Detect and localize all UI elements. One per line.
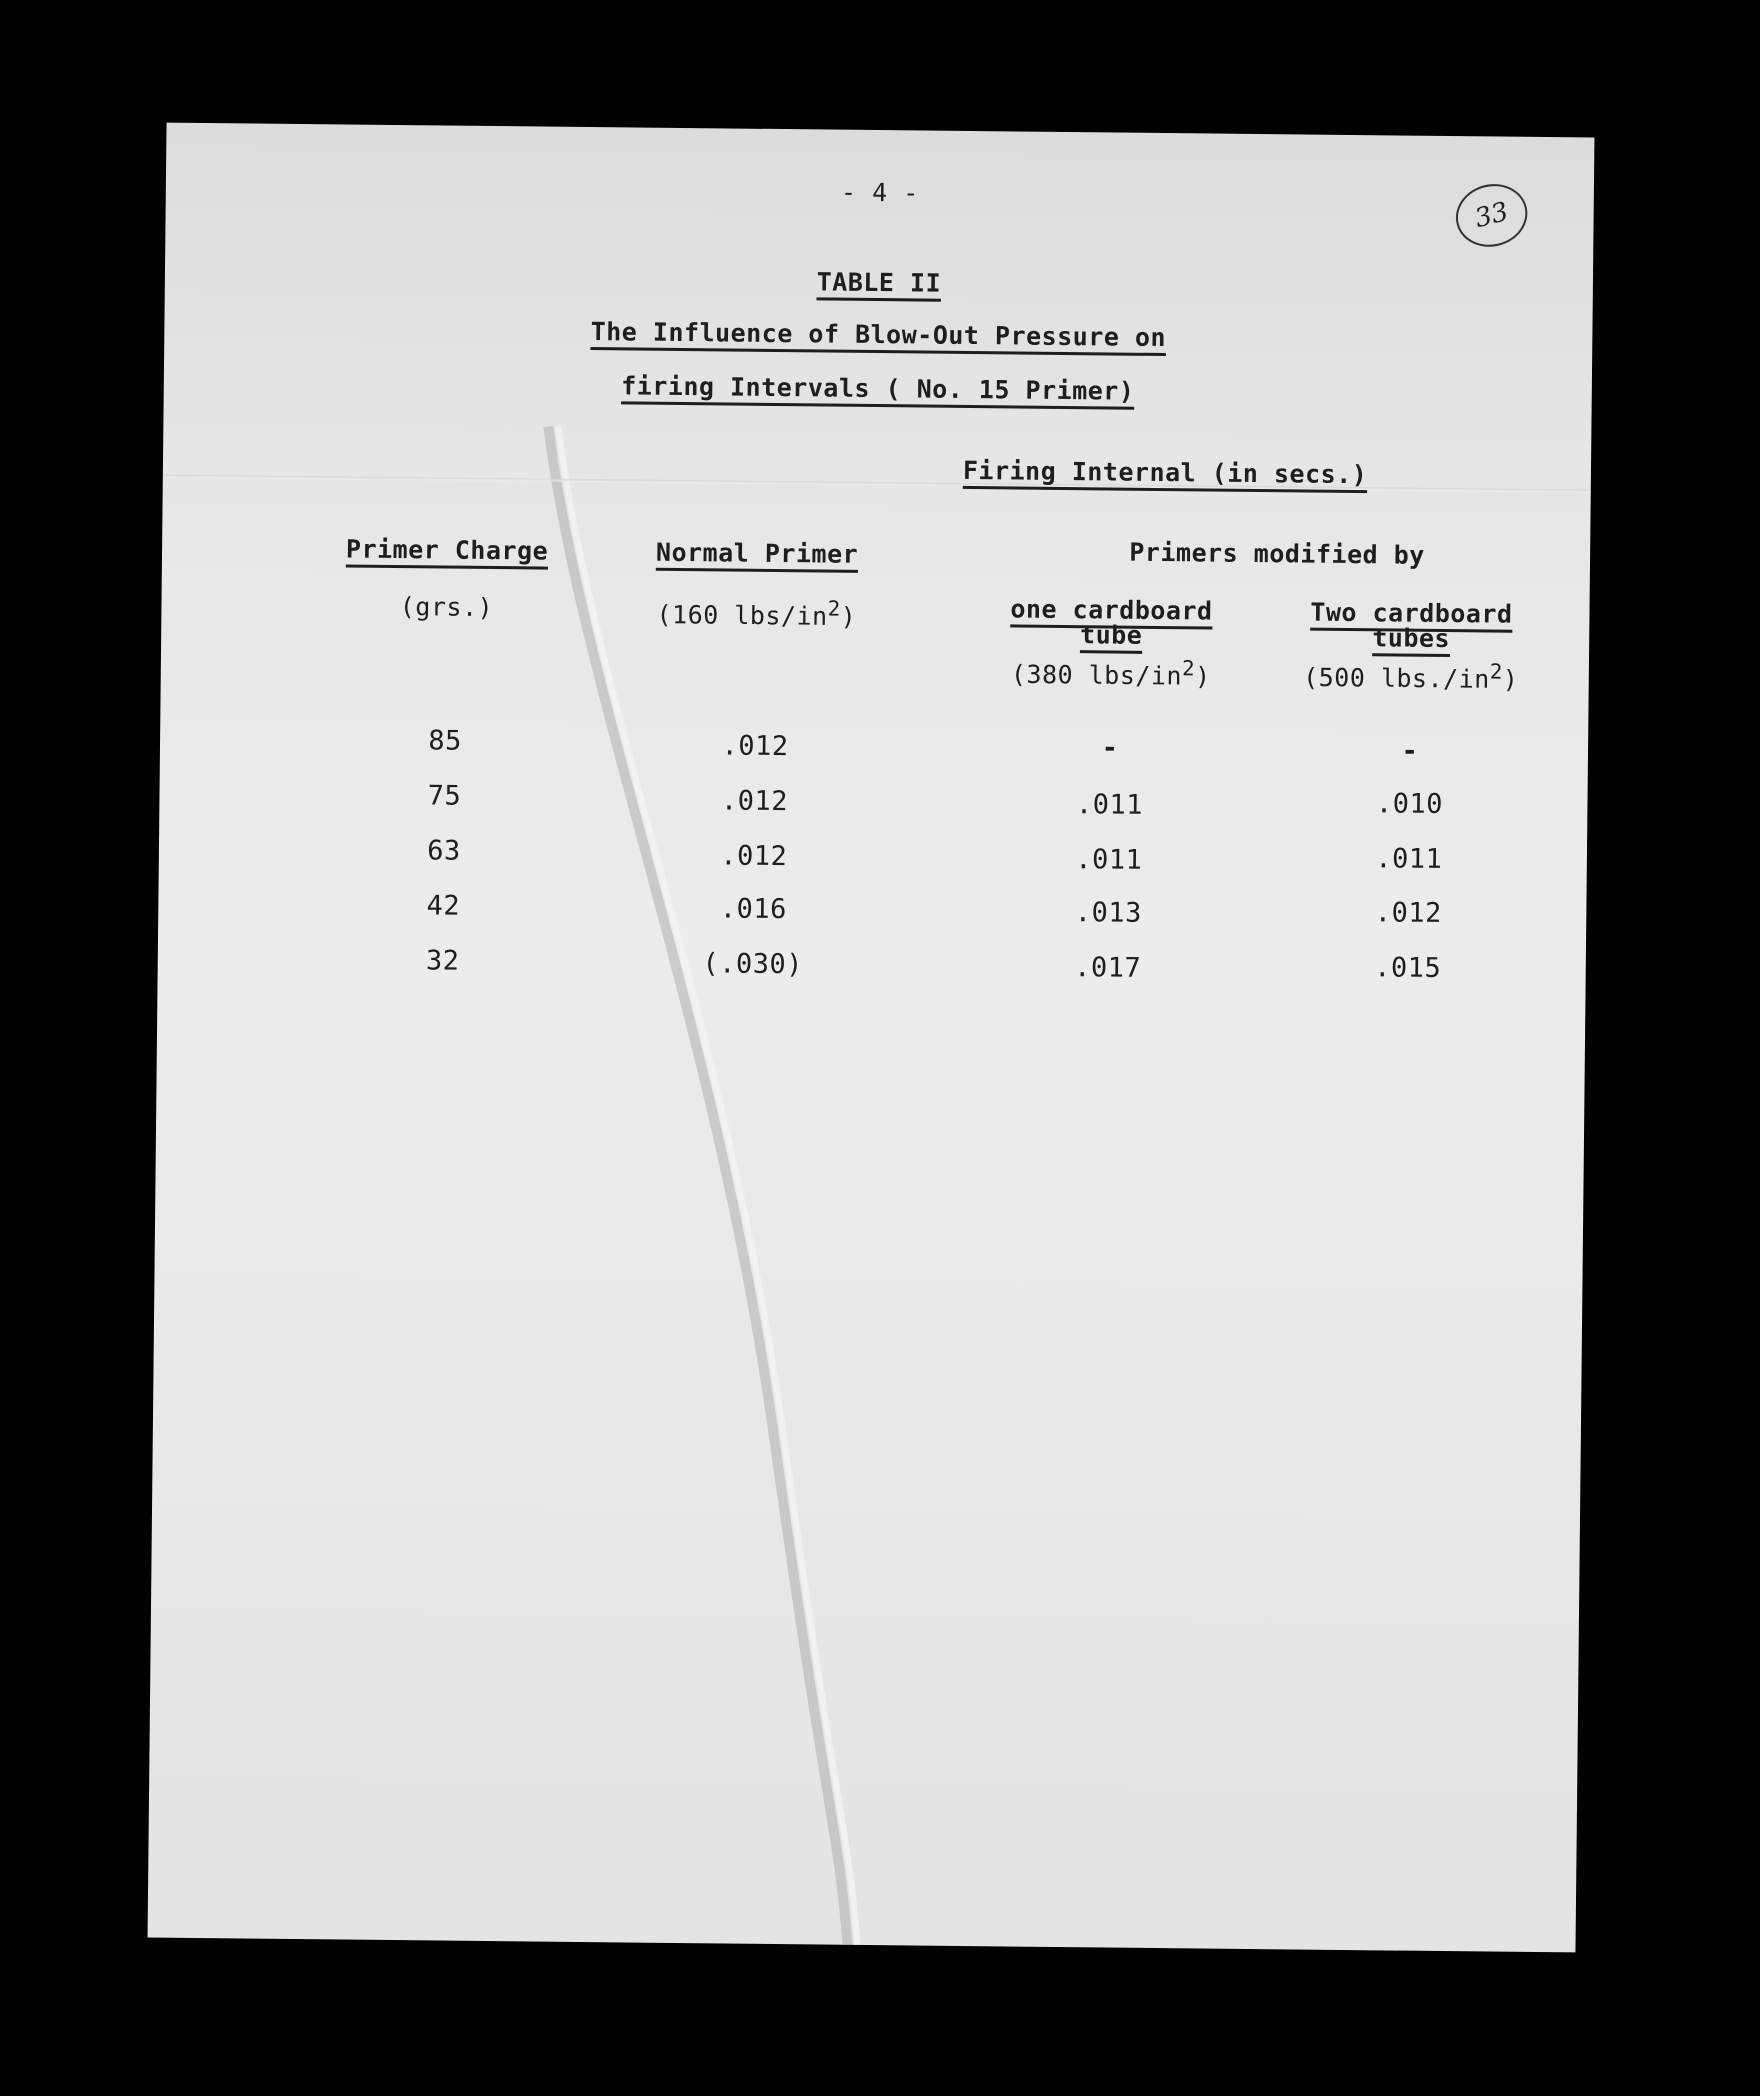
firing-interval-heading: Firing Internal (in secs.) xyxy=(962,455,1368,490)
header-two-tubes-unit: (500 $lbs./in^2$) xyxy=(1303,659,1519,695)
cell-one-tube: .011 xyxy=(1075,789,1144,821)
cell-normal: .012 xyxy=(721,730,789,763)
header-one-tube-line-1: one cardboard xyxy=(1010,594,1213,626)
cell-two-tubes: .011 xyxy=(1375,843,1443,875)
cell-charge: 75 xyxy=(427,780,462,812)
header-two-tubes-line-1: Two cardboard xyxy=(1310,597,1513,629)
header-primers-modified: Primers modified by xyxy=(1129,537,1425,570)
document-page xyxy=(148,123,1595,1953)
cell-one-tube: .011 xyxy=(1075,844,1143,876)
cell-one-tube: .017 xyxy=(1074,952,1142,984)
table-label: TABLE II xyxy=(816,267,942,298)
header-normal-primer-unit: (160 lbs/$in^2$) xyxy=(656,596,857,632)
cell-charge: 32 xyxy=(425,945,460,977)
header-one-tube-line-2: tube xyxy=(1079,620,1143,650)
cell-two-tubes: .015 xyxy=(1374,952,1442,984)
table-title-line-2: firing Intervals ( No. 15 Primer) xyxy=(621,371,1135,406)
cell-one-tube: .013 xyxy=(1074,897,1142,929)
cell-normal: .016 xyxy=(719,893,788,926)
cell-normal: .012 xyxy=(720,840,788,873)
cell-two-tubes: - xyxy=(1401,735,1419,767)
header-normal-primer: Normal Primer xyxy=(655,537,859,569)
stamp-number: 33 xyxy=(1471,196,1512,235)
cell-one-tube: - xyxy=(1101,732,1119,764)
cell-charge: 85 xyxy=(428,725,462,757)
header-primer-charge-unit: (grs.) xyxy=(399,592,494,623)
header-primer-charge: Primer Charge xyxy=(345,534,549,566)
cell-normal: (.030) xyxy=(702,948,804,981)
cell-charge: 42 xyxy=(426,890,461,922)
horizontal-fold xyxy=(163,475,1591,493)
cell-two-tubes: .010 xyxy=(1375,788,1444,820)
header-one-tube-unit: (380 lbs/$in^2$) xyxy=(1010,656,1211,691)
cell-charge: 63 xyxy=(427,835,461,867)
cell-normal: .012 xyxy=(720,785,789,818)
cell-two-tubes: .012 xyxy=(1374,897,1443,929)
table-title-line-1: The Influence of Blow-Out Pressure on xyxy=(590,317,1167,353)
page-number: - 4 - xyxy=(840,177,919,208)
header-two-tubes-line-2: tubes xyxy=(1372,623,1451,654)
